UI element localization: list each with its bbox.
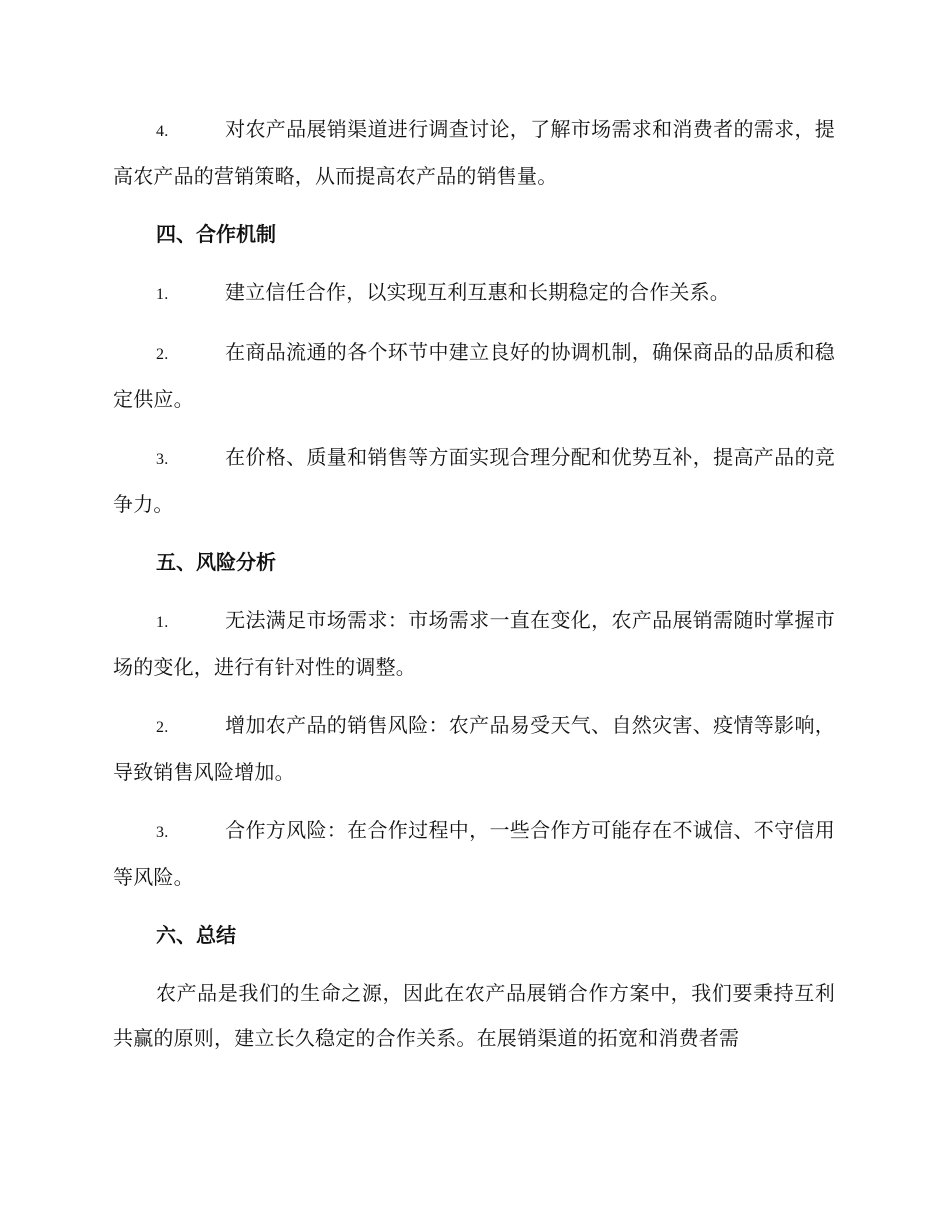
list-item-text: 建立信任合作，以实现互利互惠和长期稳定的合作关系。	[225, 280, 730, 304]
list-item-text: 对农产品展销渠道进行调查讨论，了解市场需求和消费者的需求，提高农产品的营销策略，从而提高农产品的销售量。	[113, 117, 835, 188]
section-heading-cooperation: 四、合作机制	[156, 222, 276, 246]
list-item	[113, 330, 835, 422]
list-item	[113, 598, 835, 690]
document-content	[113, 107, 835, 1061]
list-item	[113, 703, 835, 795]
list-item-number: 2.	[156, 719, 169, 736]
list-item-text: 在商品流通的各个环节中建立良好的协调机制，确保商品的品质和稳定供应。	[113, 340, 835, 411]
list-item-number: 1.	[156, 286, 169, 303]
list-item-text: 无法满足市场需求：市场需求一直在变化，农产品展销需随时掌握市场的变化，进行有针对性的调整。	[113, 608, 835, 679]
list-item-number: 1.	[156, 614, 169, 631]
list-item-text: 在价格、质量和销售等方面实现合理分配和优势互补，提高产品的竞争力。	[113, 445, 835, 516]
list-item-number: 4.	[156, 123, 169, 140]
list-item-text: 合作方风险：在合作过程中，一些合作方可能存在不诚信、不守信用等风险。	[113, 818, 835, 889]
list-item-number: 2.	[156, 346, 169, 363]
section-heading-summary: 六、总结	[156, 923, 236, 947]
list-item-number: 3.	[156, 824, 169, 841]
section-heading-risk: 五、风险分析	[156, 550, 276, 574]
list-item	[113, 107, 835, 199]
summary-paragraph: 农产品是我们的生命之源，因此在农产品展销合作方案中，我们要秉持互利共赢的原则，建立长久稳定的合作关系。在展销渠道的拓宽和消费者需	[113, 981, 835, 1050]
list-item	[113, 435, 835, 527]
list-item-number: 3.	[156, 451, 169, 468]
list-item	[113, 270, 835, 317]
list-item	[113, 808, 835, 900]
list-item-text: 增加农产品的销售风险：农产品易受天气、自然灾害、疫情等影响，导致销售风险增加。	[113, 713, 835, 784]
